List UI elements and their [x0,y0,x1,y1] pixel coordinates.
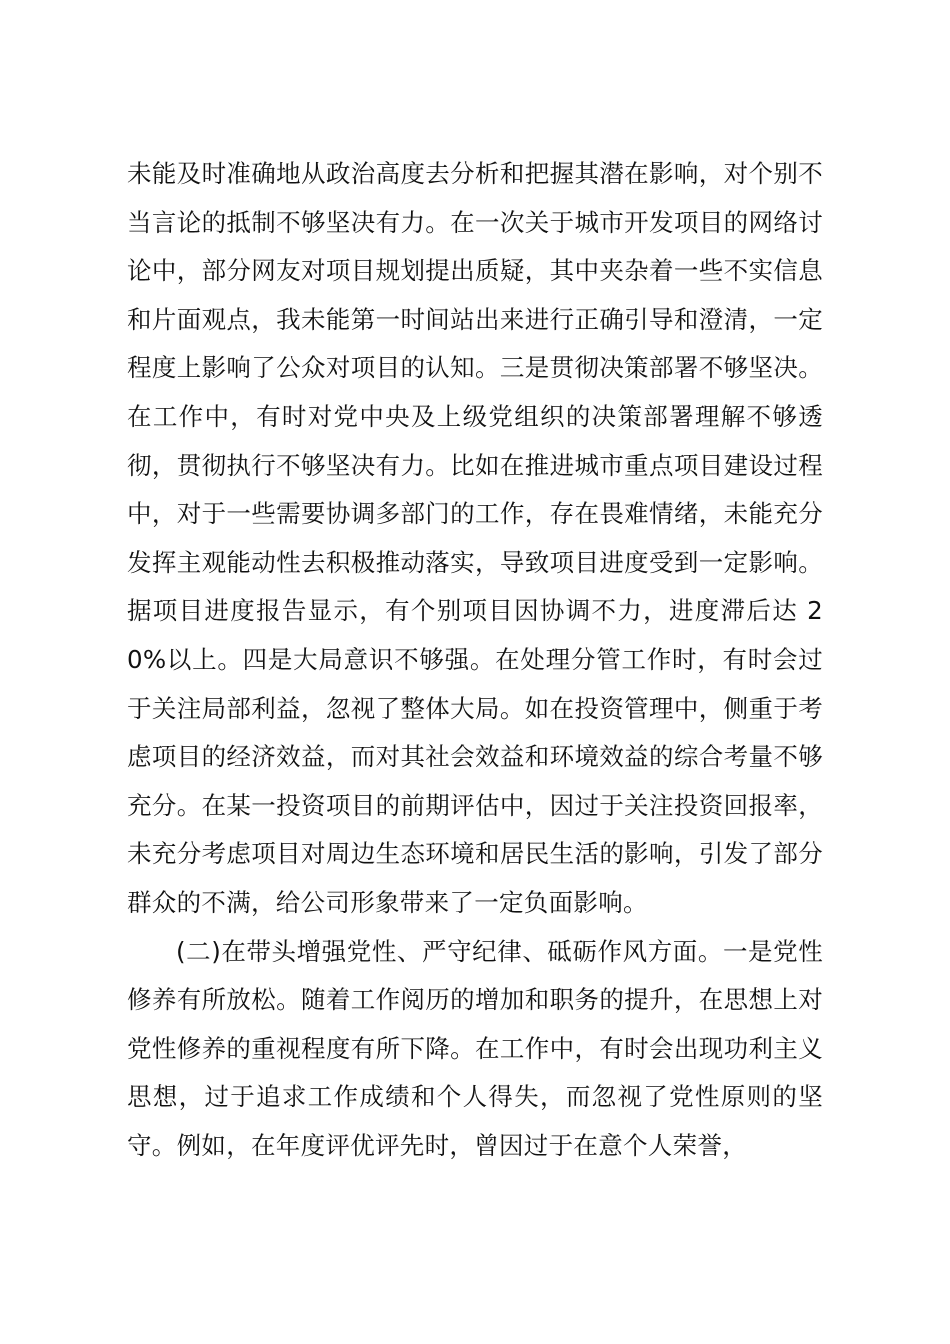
paragraph-section-two: (二)在带头增强党性、严守纪律、砥砺作风方面。一是党性修养有所放松。随着工作阅历的增加和职务的提升，在思想上对党性修养的重视程度有所下降。在工作中，有时会出现功利主义思想，过于追求工作成绩和个人得失，而忽视了党性原则的坚守。例如，在年度评优评先时，曾因过于在意个人荣誉， [127,936,823,1160]
paragraph-continuation: 未能及时准确地从政治高度去分析和把握其潜在影响，对个别不当言论的抵制不够坚决有力。在一次关于城市开发项目的网络讨论中，部分网友对项目规划提出质疑，其中夹杂着一些不实信息和片面观点，我未能第一时间站出来进行正确引导和澄清，一定程度上影响了公众对项目的认知。三是贯彻决策部署不够坚决。在工作中，有时对党中央及上级党组织的决策部署理解不够透彻，贯彻执行不够坚决有力。比如在推进城市重点项目建设过程中，对于一些需要协调多部门的工作，存在畏难情绪，未能充分发挥主观能动性去积极推动落实，导致项目进度受到一定影响。据项目进度报告显示，有个别项目因协调不力，进度滞后达 20%以上。四是大局意识不够强。在处理分管工作时，有时会过于关注局部利益，忽视了整体大局。如在投资管理中，侧重于考虑项目的经济效益，而对其社会效益和环境效益的综合考量不够充分。在某一投资项目的前期评估中，因过于关注投资回报率，未充分考虑项目对周边生态环境和居民生活的影响，引发了部分群众的不满，给公司形象带来了一定负面影响。 [127,159,823,917]
document-body [127,150,823,1170]
